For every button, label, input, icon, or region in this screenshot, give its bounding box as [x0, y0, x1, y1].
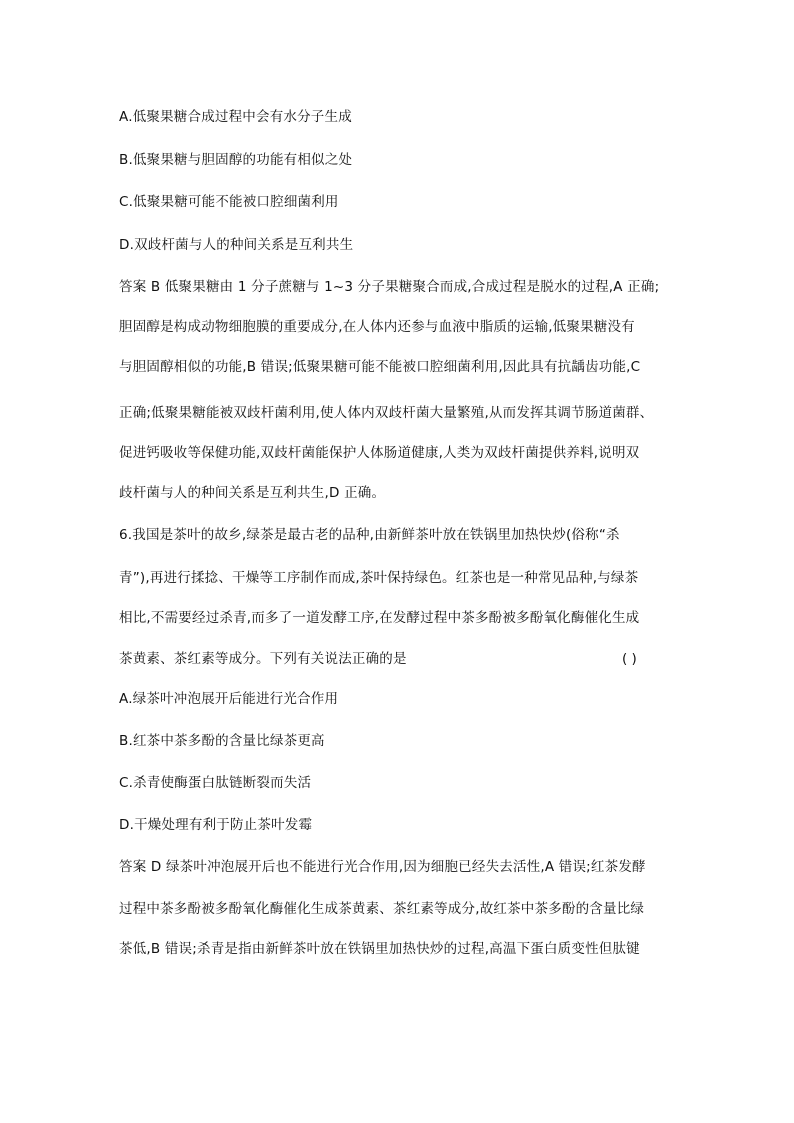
q6-answer-line: 过程中茶多酚被多酚氧化酶催化生成茶黄素、茶红素等成分,故红茶中茶多酚的含量比绿: [119, 901, 645, 917]
q5-answer-line: 与胆固醇相似的功能,B 错误;低聚果糖可能不能被口腔细菌利用,因此具有抗龋齿功能,C: [119, 359, 641, 375]
q5-option-b: B.低聚果糖与胆固醇的功能有相似之处: [119, 152, 353, 168]
q5-option-d: D.双歧杆菌与人的种间关系是互利共生: [119, 237, 354, 253]
q6-option-d: D.干燥处理有利于防止茶叶发霉: [119, 817, 313, 833]
q6-answer-line: 茶低,B 错误;杀青是指由新鲜茶叶放在铁锅里加热快炒的过程,高温下蛋白质变性但肽键: [119, 941, 640, 957]
q6-option-c: C.杀青使酶蛋白肽链断裂而失活: [119, 775, 312, 791]
q5-answer-line: 歧杆菌与人的种间关系是互利共生,D 正确。: [119, 485, 386, 501]
q5-answer-line: 答案 B 低聚果糖由 1 分子蔗糖与 1~3 分子果糖聚合而成,合成过程是脱水的过程,A 正确;: [119, 279, 660, 295]
q5-answer-line: 胆固醇是构成动物细胞膜的重要成分,在人体内还参与血液中脂质的运输,低聚果糖没有: [119, 319, 635, 335]
q5-answer-line: 正确;低聚果糖能被双歧杆菌利用,使人体内双歧杆菌大量繁殖,从而发挥其调节肠道菌群、: [119, 405, 654, 421]
q5-answer-line: 促进钙吸收等保健功能,双歧杆菌能保护人体肠道健康,人类为双歧杆菌提供养料,说明双: [119, 445, 640, 461]
q6-option-a: A.绿茶叶冲泡展开后能进行光合作用: [119, 691, 339, 707]
q6-stem-line: 茶黄素、茶红素等成分。下列有关说法正确的是: [119, 651, 407, 667]
q6-stem-line: 6.我国是茶叶的故乡,绿茶是最古老的品种,由新鲜茶叶放在铁锅里加热快炒(俗称“杀: [119, 527, 620, 543]
q6-option-b: B.红茶中茶多酚的含量比绿茶更高: [119, 733, 325, 749]
q5-option-a: A.低聚果糖合成过程中会有水分子生成: [119, 109, 352, 125]
answer-blank: ( ): [622, 651, 637, 667]
q6-answer-line: 答案 D 绿茶叶冲泡展开后也不能进行光合作用,因为细胞已经失去活性,A 错误;红茶发酵: [119, 859, 646, 875]
q5-option-c: C.低聚果糖可能不能被口腔细菌利用: [119, 194, 339, 210]
q6-stem-line: 青”),再进行揉捻、干燥等工序制作而成,茶叶保持绿色。红茶也是一种常见品种,与绿茶: [119, 570, 639, 586]
q6-stem-line: 相比,不需要经过杀青,而多了一道发酵工序,在发酵过程中茶多酚被多酚氧化酶催化生成: [119, 610, 640, 626]
